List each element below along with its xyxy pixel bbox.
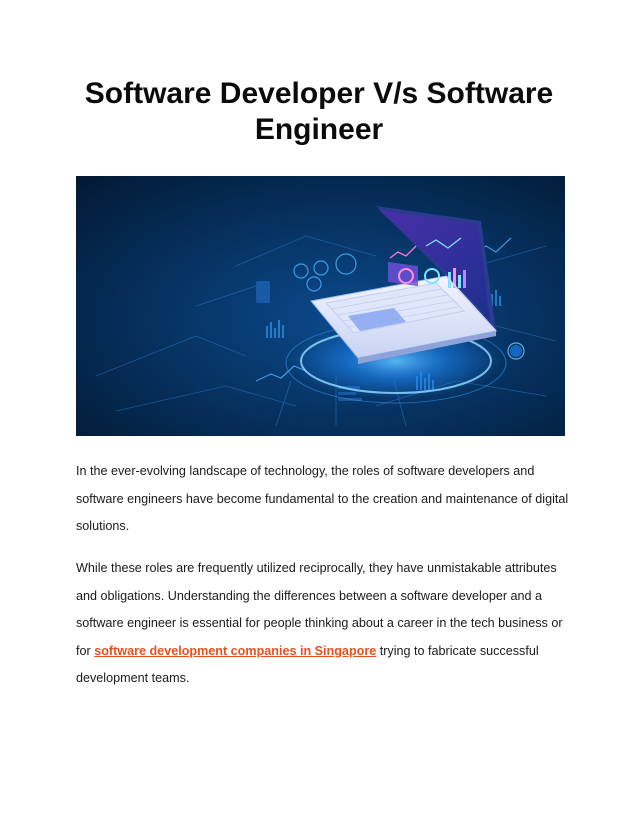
laptop-dashboard-illustration-icon: [76, 176, 565, 436]
intro-paragraph: In the ever-evolving landscape of technology, the roles of software developers and software engineers have become fundamental to the creation and maintenance of digital solutions.: [76, 464, 569, 533]
body-paragraph-text-b: trying to fabricate successful development teams.: [76, 643, 539, 685]
body-paragraph: [76, 555, 576, 693]
page-title: Software Developer V/s Software Engineer: [84, 77, 554, 146]
software-development-companies-link[interactable]: software development companies in Singapore: [94, 643, 377, 658]
body-paragraph-text-a: While these roles are frequently utilized reciprocally, they have unmistakable attributes and obligations. Understanding the differences between a software developer and a software engineer is essential for people thinking about a career in the tech business or for: [76, 561, 563, 658]
hero-image: [76, 176, 565, 436]
